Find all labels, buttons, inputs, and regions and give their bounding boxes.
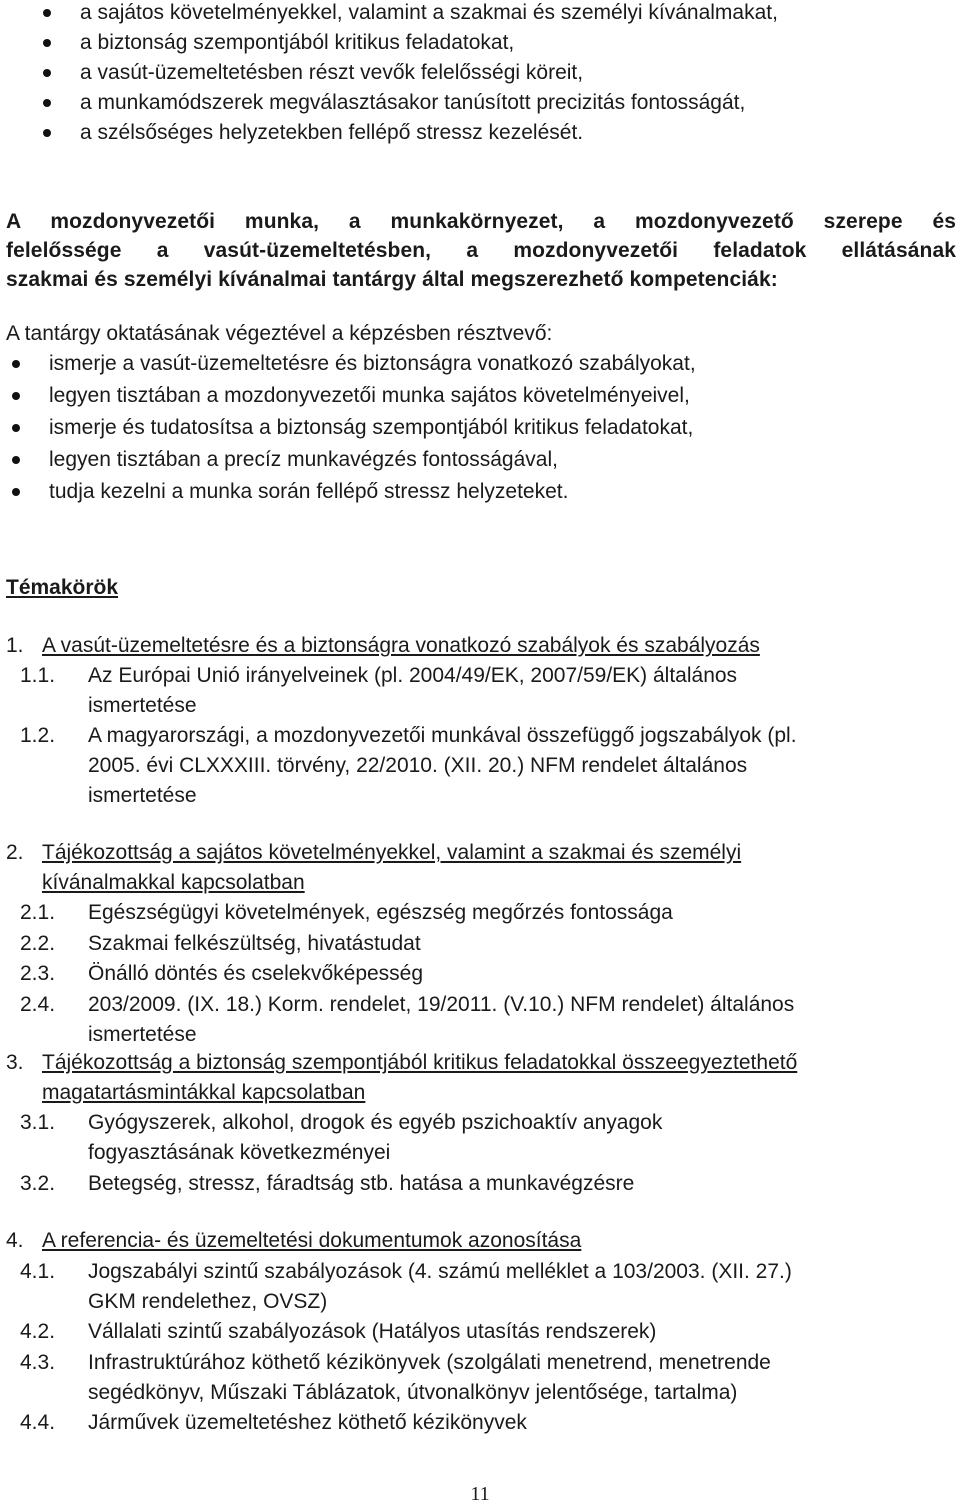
bullet-icon xyxy=(43,129,51,137)
subtopic-number: 2.1. xyxy=(20,901,56,924)
topic-title: kívánalmakkal kapcsolatban xyxy=(42,871,305,894)
subtopic-text: A magyarországi, a mozdonyvezetői munkával összefüggő jogszabályok (pl. xyxy=(88,724,797,747)
section-heading xyxy=(6,207,956,294)
list-item: ismerje és tudatosítsa a biztonság szempontjából kritikus feladatokat, xyxy=(0,412,696,444)
subtopic-text: 203/2009. (IX. 18.) Korm. rendelet, 19/2011. (V.10.) NFM rendelet) általános xyxy=(88,993,795,1016)
subtopic-text: Jogszabályi szintű szabályozások (4. számú melléklet a 103/2003. (XII. 27.) xyxy=(88,1260,792,1283)
list-item: legyen tisztában a mozdonyvezetői munka sajátos követelményeivel, xyxy=(0,380,696,412)
bullet-icon xyxy=(43,39,51,47)
subtopic-number: 1.2. xyxy=(20,724,56,747)
list-item: a vasút-üzemeltetésben részt vevők felelősségi köreit, xyxy=(0,58,778,88)
list-item: a munkamódszerek megválasztásakor tanúsított precizitás fontosságát, xyxy=(0,88,778,118)
subtopic-text: Gyógyszerek, alkohol, drogok és egyéb pszichoaktív anyagok xyxy=(88,1111,663,1134)
subtopic-number: 4.3. xyxy=(20,1351,56,1374)
subtopic-text: Vállalati szintű szabályozások (Hatályos utasítás rendszerek) xyxy=(88,1320,657,1343)
subtopic-text: segédkönyv, Műszaki Táblázatok, útvonalkönyv jelentősége, tartalma) xyxy=(88,1381,738,1404)
topic-title: Tájékozottság a biztonság szempontjából kritikus feladatokkal összeegyeztethető xyxy=(42,1051,798,1074)
bullet-icon xyxy=(12,424,20,432)
subtopic-text: Betegség, stressz, fáradtság stb. hatása a munkavégzésre xyxy=(88,1172,635,1195)
subtopic-text: GKM rendelethez, OVSZ) xyxy=(88,1290,328,1313)
subtopic-text: Önálló döntés és cselekvőképesség xyxy=(88,962,424,985)
intro-text: A tantárgy oktatásának végeztével a képzésben résztvevő: xyxy=(6,322,553,345)
subtopic-text: Egészségügyi követelmények, egészség megőrzés fontossága xyxy=(88,901,673,924)
topic-number: 4. xyxy=(6,1229,24,1252)
subtopic-text: ismertetése xyxy=(88,1023,197,1046)
bullet-icon xyxy=(12,392,20,400)
heading-line: A mozdonyvezetői munka, a munkakörnyezet, a mozdonyvezető szerepe és xyxy=(6,210,956,233)
list-item: legyen tisztában a precíz munkavégzés fontosságával, xyxy=(0,444,696,476)
subtopic-number: 2.4. xyxy=(20,993,56,1016)
subtopic-number: 4.1. xyxy=(20,1260,56,1283)
topic-number: 1. xyxy=(6,634,24,657)
page-number: 11 xyxy=(470,1483,490,1505)
bullet-icon xyxy=(12,360,20,368)
bullet-icon xyxy=(43,9,51,17)
subtopic-number: 3.2. xyxy=(20,1172,56,1195)
heading-line: szakmai és személyi kívánalmai tantárgy által megszerezhető kompetenciák: xyxy=(6,268,778,291)
bullet-icon xyxy=(12,488,20,496)
topic-title: Tájékozottság a sajátos követelményekkel, valamint a szakmai és személyi xyxy=(42,841,742,864)
subtopic-number: 2.3. xyxy=(20,962,56,985)
subtopic-number: 3.1. xyxy=(20,1111,56,1134)
bullet-icon xyxy=(43,99,51,107)
topic-title: A referencia- és üzemeltetési dokumentumok azonosítása xyxy=(42,1229,582,1252)
subtopic-text: ismertetése xyxy=(88,694,197,717)
list-item: a sajátos követelményekkel, valamint a szakmai és személyi kívánalmakat, xyxy=(0,0,778,28)
subtopic-number: 4.2. xyxy=(20,1320,56,1343)
subtopic-text: Az Európai Unió irányelveinek (pl. 2004/49/EK, 2007/59/EK) általános xyxy=(88,664,738,687)
subtopic-text: Infrastruktúrához köthető kézikönyvek (szolgálati menetrend, menetrende xyxy=(88,1351,771,1374)
subtopic-number: 1.1. xyxy=(20,664,56,687)
list-item: tudja kezelni a munka során fellépő stressz helyzeteket. xyxy=(0,476,696,508)
topic-number: 3. xyxy=(6,1051,24,1074)
topics-title: Témakörök xyxy=(6,576,119,599)
topic-number: 2. xyxy=(6,841,24,864)
topic-title: magatartásmintákkal kapcsolatban xyxy=(42,1081,366,1104)
top-bullet-list xyxy=(0,0,778,148)
list-item: ismerje a vasút-üzemeltetésre és biztonságra vonatkozó szabályokat, xyxy=(0,348,696,380)
bullet-icon xyxy=(43,69,51,77)
competency-list xyxy=(0,348,696,508)
subtopic-number: 4.4. xyxy=(20,1411,56,1434)
subtopic-number: 2.2. xyxy=(20,932,56,955)
subtopic-text: Szakmai felkészültség, hivatástudat xyxy=(88,932,421,955)
list-item: a szélsőséges helyzetekben fellépő stressz kezelését. xyxy=(0,118,778,148)
subtopic-text: Járművek üzemeltetéshez köthető kézikönyvek xyxy=(88,1411,527,1434)
subtopic-text: 2005. évi CLXXXIII. törvény, 22/2010. (XII. 20.) NFM rendelet általános xyxy=(88,754,748,777)
subtopic-text: fogyasztásának következményei xyxy=(88,1141,391,1164)
heading-line: felelőssége a vasút-üzemeltetésben, a mozdonyvezetői feladatok ellátásának xyxy=(6,239,956,262)
subtopic-text: ismertetése xyxy=(88,784,197,807)
topic-title: A vasút-üzemeltetésre és a biztonságra vonatkozó szabályok és szabályozás xyxy=(42,634,760,657)
bullet-icon xyxy=(12,456,20,464)
list-item: a biztonság szempontjából kritikus feladatokat, xyxy=(0,28,778,58)
topic-1 xyxy=(6,631,24,661)
